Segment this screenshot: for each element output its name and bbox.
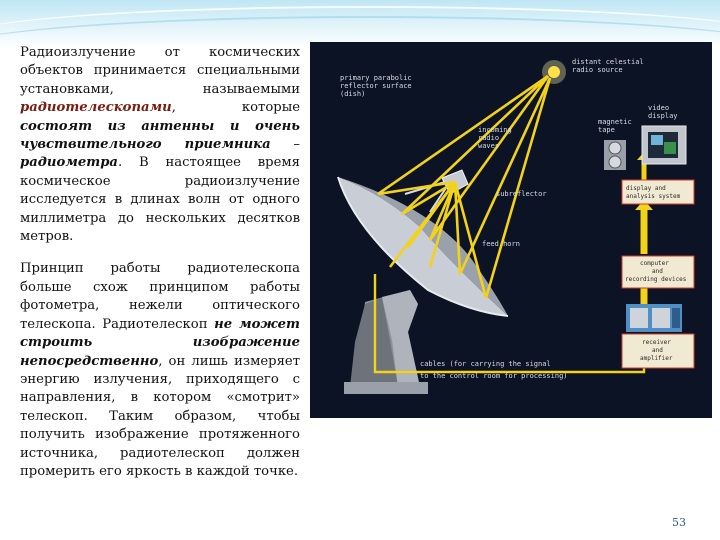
- header-decoration: [0, 0, 720, 48]
- label-computer-1: computer: [640, 260, 669, 267]
- p2-emphasis: не может строить изображение непосредственно: [20, 316, 300, 369]
- p1-text-2: , которые: [171, 100, 300, 116]
- display-analysis-box: [622, 180, 694, 204]
- radio-telescope-diagram: [310, 42, 712, 418]
- label-receiver-1: receiver: [642, 339, 671, 346]
- label-source-1: distant celestial: [572, 58, 644, 66]
- label-waves-3: waves: [478, 142, 500, 150]
- telescope-pedestal: [344, 290, 428, 394]
- label-display-1: display and: [626, 185, 666, 192]
- page-number: 53: [672, 516, 686, 529]
- label-dish-1: primary parabolic: [340, 74, 412, 82]
- p2-text-1: Принцип работы радиотелескопа больше схож принципом работы фотометра, нежели оптического телескопа. Радиотелескоп: [20, 261, 300, 332]
- p1-text-3: . В настоящее время космическое радиоизлучение исследуется в длинах волн от одного миллиметра до нескольких десятков метров.: [20, 155, 300, 245]
- label-waves-1: incoming: [478, 126, 512, 134]
- signal-cable: [375, 274, 644, 372]
- label-source-2: radio source: [572, 66, 623, 74]
- label-tape-1: magnetic: [598, 118, 632, 126]
- label-cable-1: cables (for carrying the signal: [420, 360, 551, 368]
- label-dish-2: reflector surface: [340, 82, 412, 90]
- label-receiver-3: amplifier: [640, 355, 673, 362]
- video-display-icon: [642, 126, 686, 164]
- label-display-2: analysis system: [626, 193, 681, 200]
- label-computer-3: recording devices: [625, 276, 687, 283]
- label-video-1: video: [648, 104, 670, 112]
- magnetic-tape-icon: [604, 140, 626, 170]
- label-receiver-2: and: [652, 347, 663, 354]
- p1-dash: –: [270, 137, 300, 153]
- term-radiometer: радиометра: [20, 155, 118, 171]
- paragraph-1: [20, 44, 300, 246]
- label-subreflector: subreflector: [496, 190, 547, 198]
- label-tape-2: tape: [598, 126, 615, 134]
- label-computer-2: and: [652, 268, 663, 275]
- label-video-2: display: [648, 112, 678, 120]
- term-radiotelescopes: радиотелескопами: [20, 100, 172, 116]
- label-feed-horn: feed horn: [482, 240, 520, 248]
- label-dish-3: (dish): [340, 90, 366, 98]
- radio-source: [548, 66, 560, 78]
- receiver-rack-icon: [626, 304, 682, 332]
- body-text: [20, 44, 300, 495]
- p1-italic: состоят из антенны и очень чувствительного приемника: [20, 118, 300, 153]
- label-waves-2: radio: [478, 134, 500, 142]
- paragraph-2: [20, 260, 300, 481]
- p2-text-2: , он лишь измеряет энергию излучения, приходящего с направления, в котором «смотрит» телескоп. Таким образом, чтобы получить изображение протяженного источника, радиотелескоп должен промерить его яркость в каждой точке.: [20, 353, 300, 479]
- label-cable-2: to the control room for processing): [420, 372, 568, 380]
- p1-text-1: Радиоизлучение от космических объектов принимается специальными установками, называемыми: [20, 45, 300, 97]
